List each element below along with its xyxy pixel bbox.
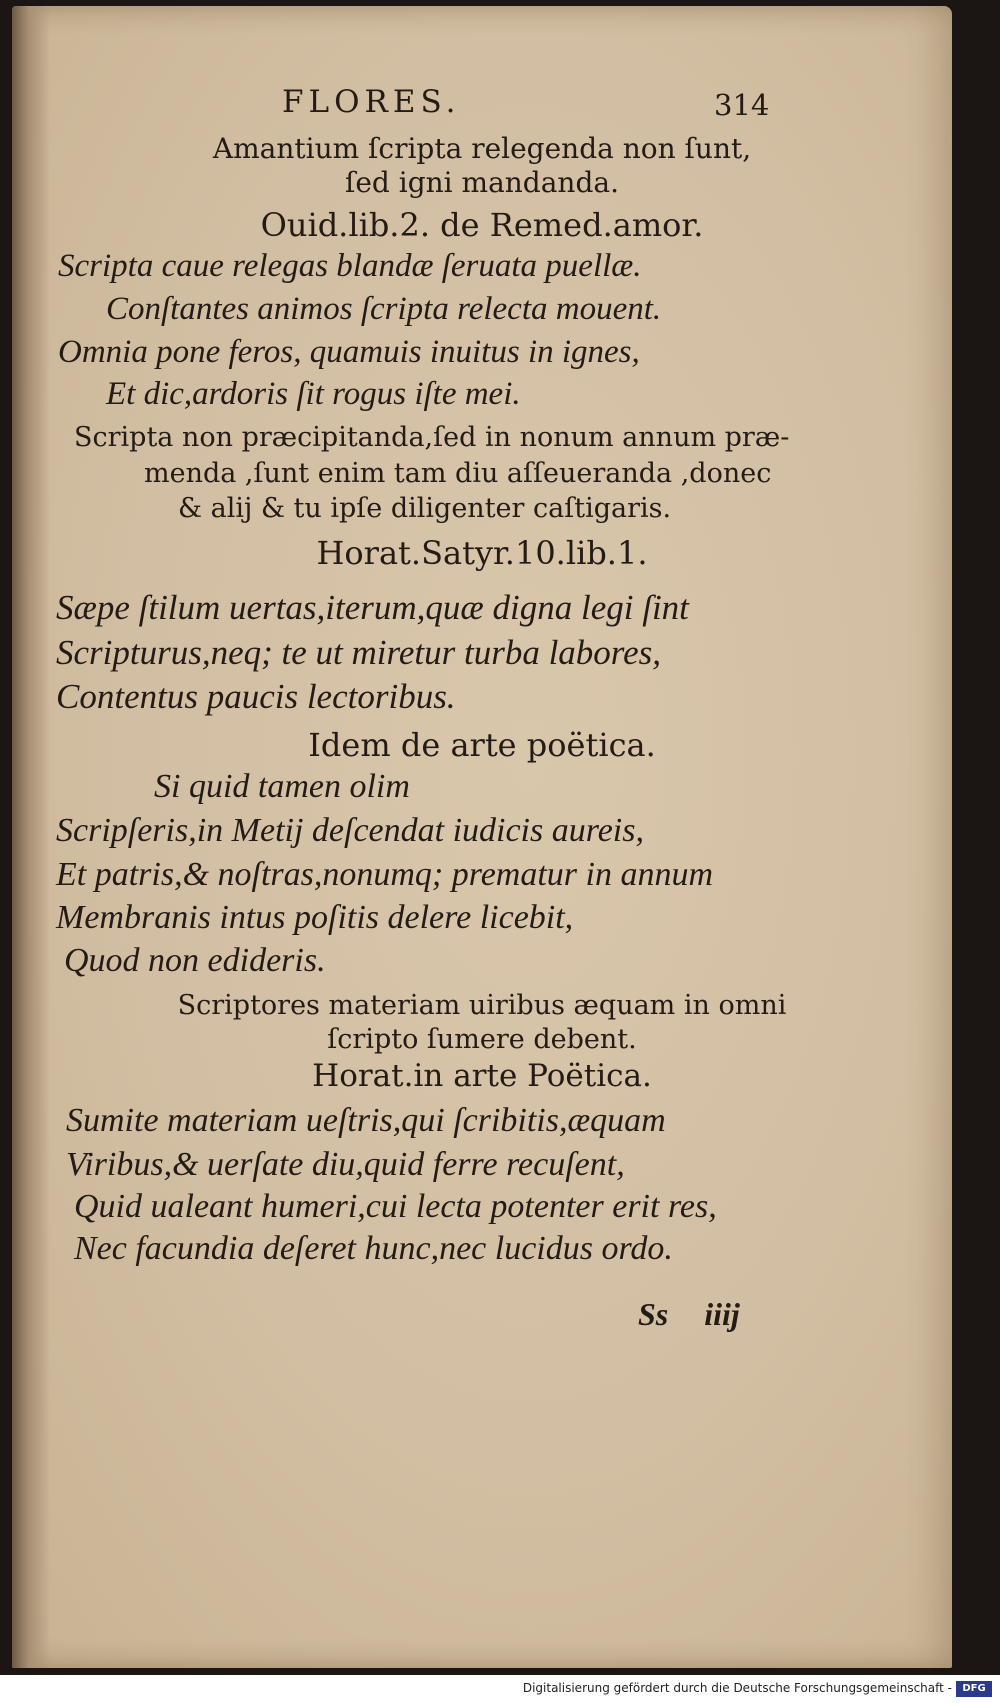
- heading-line: ſcripto ſumere debent.: [327, 1024, 637, 1055]
- heading-line: ſed igni mandanda.: [345, 166, 619, 199]
- dfg-logo: DFG: [956, 1681, 992, 1697]
- signature-mark: Ss iiij: [638, 1296, 740, 1332]
- verse-line: Contentus paucis lectoribus.: [56, 677, 456, 716]
- verse-line: Sumite materiam ueſtris,qui ſcribitis,æquam: [66, 1102, 666, 1139]
- verse-line: Conſtantes animos ſcripta relecta mouent.: [106, 291, 662, 327]
- source-citation: Horat.in arte Poëtica.: [312, 1058, 652, 1094]
- digitization-credit: Digitalisierung gefördert durch die Deutsche Forschungsgemeinschaft -: [522, 1681, 952, 1695]
- prose-line: Scripta non præcipitanda,ſed in nonum annum præ-: [74, 422, 790, 453]
- prose-line: & alij & tu ipſe diligenter caſtigaris.: [178, 493, 672, 524]
- page-number: 314: [714, 88, 770, 122]
- source-citation: Ouid.lib.2. de Remed.amor.: [260, 206, 704, 244]
- verse-line: Scripturus,neq; te ut miretur turba labores,: [56, 633, 662, 672]
- verse-line: Quid ualeant humeri,cui lecta potenter erit res,: [74, 1188, 717, 1225]
- verse-line: Viribus,& uerſate diu,quid ferre recuſent,: [66, 1146, 625, 1183]
- footer-bar: [0, 1675, 1000, 1703]
- verse-line: Sæpe ſtilum uertas,iterum,quæ digna legi ſint: [56, 588, 689, 627]
- verse-line: Membranis intus poſitis delere licebit,: [56, 899, 574, 936]
- verse-line: Nec facundia deſeret hunc,nec lucidus ordo.: [74, 1230, 673, 1267]
- heading-line: Scriptores materiam uiribus æquam in omni: [177, 990, 787, 1021]
- verse-line: Quod non edideris.: [64, 942, 326, 979]
- source-citation: Horat.Satyr.10.lib.1.: [316, 534, 648, 572]
- running-title: FLORES.: [282, 84, 461, 120]
- verse-line: Et dic,ardoris ſit rogus iſte mei.: [106, 376, 521, 412]
- verse-line: Et patris,& noſtras,nonumq; prematur in annum: [56, 856, 714, 893]
- verse-line: Si quid tamen olim: [154, 768, 410, 805]
- verse-line: Scripta caue relegas blandæ ſeruata puellæ.: [58, 248, 642, 284]
- heading-line: Amantium ſcripta relegenda non ſunt,: [212, 132, 752, 165]
- verse-line: Scripſeris,in Metij deſcendat iudicis aureis,: [56, 812, 644, 849]
- book-page: [12, 6, 952, 1668]
- prose-line: menda ,ſunt enim tam diu aſſeueranda ,donec: [144, 458, 772, 489]
- page-gutter: [12, 6, 50, 1668]
- verse-line: Omnia pone feros, quamuis inuitus in ignes,: [58, 334, 640, 370]
- source-citation: Idem de arte poëtica.: [308, 726, 656, 764]
